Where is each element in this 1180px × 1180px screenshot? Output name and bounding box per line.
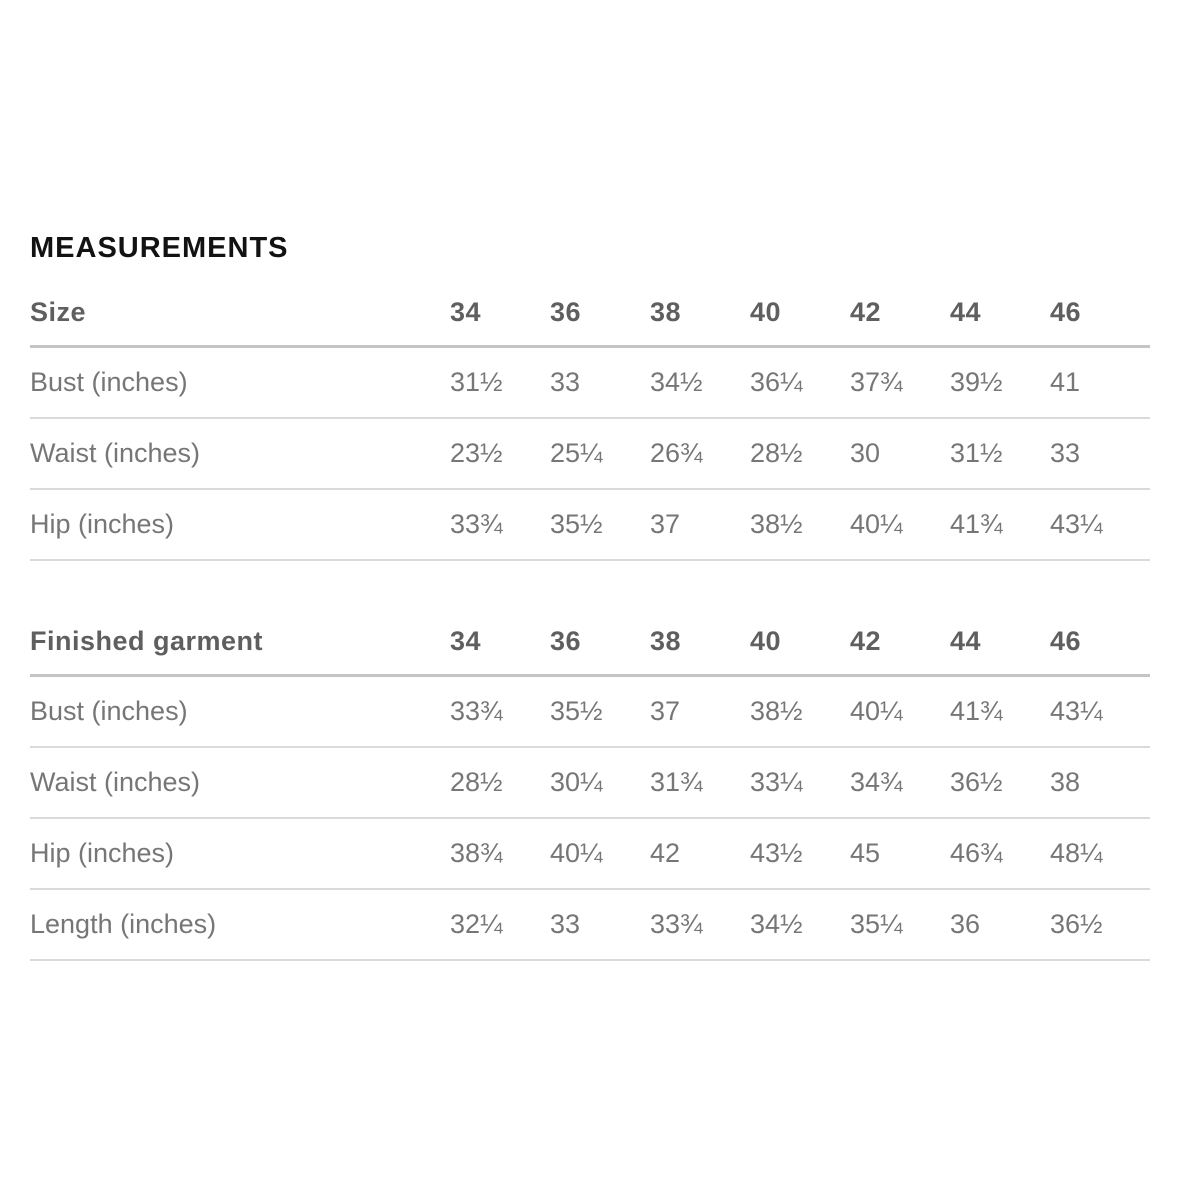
size-column-header: 40 [750,626,782,656]
size-column-header: 34 [450,297,482,327]
table-row [30,890,1150,961]
size-column-header: 42 [850,626,882,656]
table-row [30,748,1150,819]
measurement-cell: 28½ [750,438,803,468]
measurement-cell: 34¾ [850,767,903,797]
size-column-header: 40 [750,297,782,327]
measurement-cell: 45 [850,838,881,868]
finished-garment-table [30,609,1150,961]
table-row [30,419,1150,490]
measurement-cell: 36½ [950,767,1003,797]
size-column-header: 38 [650,297,682,327]
size-column-header: 42 [850,297,882,327]
measurement-cell: 39½ [950,367,1003,397]
measurement-cell: 36 [950,909,981,939]
measurement-cell: 35½ [550,696,603,726]
row-label: Hip (inches) [30,509,175,539]
measurement-cell: 37 [650,509,681,539]
measurement-cell: 38½ [750,696,803,726]
measurement-cell: 40¼ [850,509,903,539]
measurement-cell: 43¼ [1050,696,1103,726]
size-column-header: 44 [950,297,982,327]
measurement-cell: 41¾ [950,696,1003,726]
row-label: Bust (inches) [30,367,188,397]
table-header-label: Finished garment [30,626,264,656]
measurements-section [30,230,1150,961]
measurement-cell: 31¾ [650,767,703,797]
page-title: MEASUREMENTS [30,232,289,264]
measurement-cell: 33¾ [650,909,703,939]
size-column-header: 36 [550,297,582,327]
size-column-header: 46 [1050,297,1082,327]
measurement-cell: 40¼ [850,696,903,726]
measurement-cell: 41 [1050,367,1081,397]
measurement-cell: 48¼ [1050,838,1103,868]
measurement-cell: 37¾ [850,367,903,397]
measurement-cell: 32¼ [450,909,503,939]
row-label: Length (inches) [30,909,217,939]
measurement-cell: 34½ [750,909,803,939]
measurement-cell: 34½ [650,367,703,397]
table-header-row [30,609,1150,677]
measurement-cell: 41¾ [950,509,1003,539]
size-column-header: 44 [950,626,982,656]
measurement-cell: 30¼ [550,767,603,797]
measurement-cell: 33 [550,909,581,939]
measurement-cell: 40¼ [550,838,603,868]
measurement-cell: 33¾ [450,696,503,726]
measurement-cell: 43½ [750,838,803,868]
row-label: Bust (inches) [30,696,188,726]
measurement-cell: 37 [650,696,681,726]
table-row [30,490,1150,561]
measurement-cell: 35¼ [850,909,903,939]
measurement-cell: 38¾ [450,838,503,868]
measurement-cell: 43¼ [1050,509,1103,539]
measurement-cell: 36¼ [750,367,803,397]
table-row [30,677,1150,748]
measurement-cell: 25¼ [550,438,603,468]
measurement-cell: 30 [850,438,881,468]
size-column-header: 46 [1050,626,1082,656]
size-column-header: 34 [450,626,482,656]
measurement-cell: 33 [550,367,581,397]
measurement-cell: 38½ [750,509,803,539]
table-header-label: Size [30,297,87,327]
size-measurements-table [30,280,1150,561]
measurement-cell: 31½ [450,367,503,397]
measurement-cell: 33 [1050,438,1081,468]
row-label: Waist (inches) [30,767,201,797]
measurement-cell: 36½ [1050,909,1103,939]
measurement-cell: 38 [1050,767,1081,797]
size-column-header: 38 [650,626,682,656]
measurement-cell: 33¼ [750,767,803,797]
measurement-cell: 23½ [450,438,503,468]
measurement-cell: 35½ [550,509,603,539]
measurement-cell: 28½ [450,767,503,797]
measurement-cell: 33¾ [450,509,503,539]
row-label: Waist (inches) [30,438,201,468]
row-label: Hip (inches) [30,838,175,868]
measurement-cell: 26¾ [650,438,703,468]
table-row [30,348,1150,419]
size-column-header: 36 [550,626,582,656]
measurement-cell: 31½ [950,438,1003,468]
table-row [30,819,1150,890]
measurement-cell: 46¾ [950,838,1003,868]
table-header-row [30,280,1150,348]
measurement-cell: 42 [650,838,681,868]
